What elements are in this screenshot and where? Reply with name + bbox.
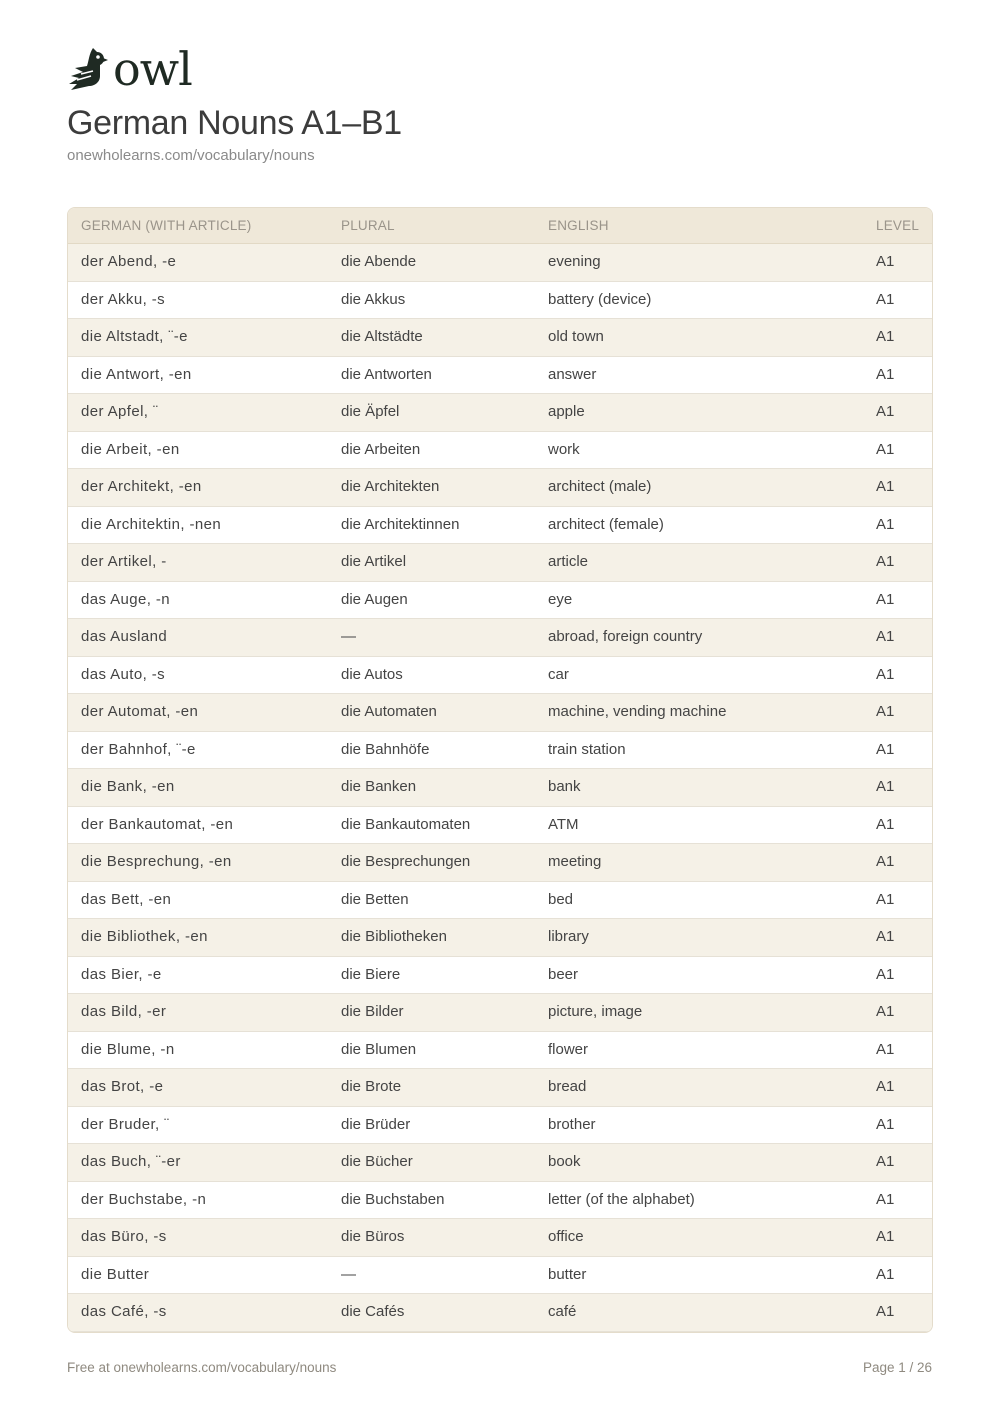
cell-plural: die Banken: [341, 778, 417, 795]
table-row: [68, 1107, 932, 1145]
cell-german: das Café, -s: [81, 1303, 167, 1320]
table-row: [68, 244, 932, 282]
header-level: LEVEL: [876, 218, 920, 233]
cell-german: der Bruder, ¨: [81, 1115, 170, 1133]
cell-level: A1: [876, 515, 895, 533]
table-row: [68, 1219, 932, 1257]
cell-english: train station: [548, 740, 626, 758]
cell-german: das Buch, ¨-er: [81, 1153, 181, 1170]
cell-plural: die Augen: [341, 590, 408, 608]
header-german: GERMAN (WITH ARTICLE): [81, 218, 252, 233]
cell-plural: die Brüder: [341, 1115, 411, 1133]
page-title: German Nouns A1–B1: [67, 104, 402, 142]
cell-english: car: [548, 665, 569, 683]
cell-german: das Ausland: [81, 628, 168, 645]
cell-english: architect (female): [548, 515, 664, 533]
cell-plural: die Cafés: [341, 1303, 405, 1320]
table-row: [68, 657, 932, 695]
cell-plural: die Architekten: [341, 478, 440, 495]
cell-plural: die Biere: [341, 965, 401, 983]
cell-german: das Büro, -s: [81, 1228, 167, 1245]
cell-english: battery (device): [548, 290, 652, 308]
cell-level: A1: [876, 1003, 895, 1020]
cell-level: A1: [876, 965, 895, 983]
cell-level: A1: [876, 1228, 895, 1245]
cell-english: article: [548, 553, 589, 570]
cell-english: ATM: [548, 815, 579, 833]
cell-english: library: [548, 928, 589, 945]
cell-german: das Brot, -e: [81, 1078, 164, 1095]
cell-german: der Artikel, -: [81, 553, 167, 570]
cell-german: das Bild, -er: [81, 1003, 167, 1020]
logo-wordmark: owl: [113, 42, 192, 96]
cell-plural: die Altstädte: [341, 328, 423, 345]
cell-german: das Bier, -e: [81, 965, 162, 983]
cell-german: der Abend, -e: [81, 253, 177, 270]
cell-level: A1: [876, 1265, 895, 1283]
cell-level: A1: [876, 590, 895, 608]
cell-plural: die Arbeiten: [341, 440, 421, 458]
cell-german: der Bahnhof, ¨-e: [81, 740, 196, 758]
cell-english: meeting: [548, 853, 602, 870]
table-row: [68, 694, 932, 732]
cell-level: A1: [876, 1303, 895, 1320]
table-row: [68, 394, 932, 432]
table-row: [68, 769, 932, 807]
cell-english: old town: [548, 328, 604, 345]
header-english: ENGLISH: [548, 218, 609, 233]
cell-plural: die Betten: [341, 890, 409, 908]
cell-german: das Auge, -n: [81, 590, 171, 608]
table-row: [68, 919, 932, 957]
cell-plural: die Bücher: [341, 1153, 413, 1170]
cell-plural: die Architektinnen: [341, 515, 460, 533]
table-row: [68, 994, 932, 1032]
table-row: [68, 1032, 932, 1070]
page-subtitle-url[interactable]: onewholearns.com/vocabulary/nouns: [67, 147, 315, 164]
cell-level: A1: [876, 778, 895, 795]
cell-german: die Arbeit, -en: [81, 440, 180, 458]
cell-german: die Architektin, -nen: [81, 515, 222, 533]
cell-plural: die Buchstaben: [341, 1190, 445, 1208]
cell-level: A1: [876, 665, 895, 683]
cell-level: A1: [876, 1190, 895, 1208]
cell-plural: die Antworten: [341, 365, 432, 383]
cell-plural: die Bankautomaten: [341, 815, 471, 833]
cell-plural: die Abende: [341, 253, 417, 270]
cell-level: A1: [876, 478, 895, 495]
cell-german: der Architekt, -en: [81, 478, 202, 495]
table-body: [68, 244, 932, 1332]
cell-plural: die Automaten: [341, 703, 437, 720]
cell-level: A1: [876, 628, 895, 645]
table-row: [68, 357, 932, 395]
cell-german: die Bibliothek, -en: [81, 928, 208, 945]
cell-english: office: [548, 1228, 584, 1245]
cell-english: flower: [548, 1040, 589, 1058]
table-row: [68, 544, 932, 582]
cell-level: A1: [876, 440, 895, 458]
cell-german: das Bett, -en: [81, 890, 172, 908]
cell-english: picture, image: [548, 1003, 643, 1020]
cell-plural: die Äpfel: [341, 403, 400, 420]
cell-german: die Besprechung, -en: [81, 853, 232, 870]
cell-german: die Butter: [81, 1265, 150, 1283]
cell-english: brother: [548, 1115, 596, 1133]
cell-plural: die Bibliotheken: [341, 928, 447, 945]
table-row: [68, 1257, 932, 1295]
table-row: [68, 1144, 932, 1182]
cell-level: A1: [876, 403, 895, 420]
cell-english: butter: [548, 1265, 587, 1283]
cell-english: café: [548, 1303, 577, 1320]
cell-english: beer: [548, 965, 579, 983]
cell-level: A1: [876, 703, 895, 720]
cell-english: book: [548, 1153, 581, 1170]
cell-english: work: [548, 440, 580, 458]
cell-level: A1: [876, 1040, 895, 1058]
cell-level: A1: [876, 290, 895, 308]
cell-level: A1: [876, 815, 895, 833]
cell-english: letter (of the alphabet): [548, 1190, 695, 1208]
cell-english: machine, vending machine: [548, 703, 727, 720]
cell-level: A1: [876, 253, 895, 270]
cell-level: A1: [876, 740, 895, 758]
cell-plural: —: [341, 628, 356, 645]
table-row: [68, 1182, 932, 1220]
table-row: [68, 957, 932, 995]
cell-german: das Auto, -s: [81, 665, 166, 683]
cell-plural: die Besprechungen: [341, 853, 471, 870]
cell-german: der Apfel, ¨: [81, 403, 159, 420]
table-row: [68, 882, 932, 920]
footer-link[interactable]: Free at onewholearns.com/vocabulary/nouns: [67, 1360, 337, 1375]
cell-plural: die Autos: [341, 665, 403, 683]
cell-german: die Blume, -n: [81, 1040, 175, 1058]
table-row: [68, 432, 932, 470]
table-row: [68, 807, 932, 845]
cell-german: die Bank, -en: [81, 778, 175, 795]
cell-plural: die Bahnhöfe: [341, 740, 430, 758]
cell-english: apple: [548, 403, 585, 420]
cell-level: A1: [876, 1078, 895, 1095]
cell-german: der Bankautomat, -en: [81, 815, 234, 833]
cell-english: bread: [548, 1078, 587, 1095]
header-plural: PLURAL: [341, 218, 395, 233]
table-row: [68, 619, 932, 657]
cell-german: der Automat, -en: [81, 703, 199, 720]
cell-german: die Antwort, -en: [81, 365, 192, 383]
cell-level: A1: [876, 328, 895, 345]
page-number: Page 1 / 26: [862, 1360, 932, 1375]
table-row: [68, 844, 932, 882]
cell-plural: die Artikel: [341, 553, 407, 570]
cell-plural: die Akkus: [341, 290, 406, 308]
cell-plural: die Blumen: [341, 1040, 417, 1058]
owl-icon: [67, 46, 109, 92]
cell-plural: —: [341, 1265, 356, 1283]
cell-plural: die Brote: [341, 1078, 402, 1095]
cell-english: evening: [548, 253, 601, 270]
cell-level: A1: [876, 553, 895, 570]
table-row: [68, 1294, 932, 1332]
cell-german: der Akku, -s: [81, 290, 165, 308]
cell-plural: die Bilder: [341, 1003, 404, 1020]
cell-level: A1: [876, 890, 895, 908]
cell-level: A1: [876, 1115, 895, 1133]
brand-logo: [67, 42, 192, 96]
cell-level: A1: [876, 853, 895, 870]
cell-english: eye: [548, 590, 573, 608]
vocabulary-table: [67, 207, 933, 1333]
cell-english: architect (male): [548, 478, 652, 495]
table-row: [68, 469, 932, 507]
cell-level: A1: [876, 365, 895, 383]
table-row: [68, 507, 932, 545]
table-header: [68, 208, 932, 244]
table-row: [68, 1069, 932, 1107]
cell-english: bank: [548, 778, 581, 795]
table-row: [68, 282, 932, 320]
cell-english: bed: [548, 890, 574, 908]
table-row: [68, 582, 932, 620]
cell-level: A1: [876, 1153, 895, 1170]
cell-english: answer: [548, 365, 597, 383]
cell-plural: die Büros: [341, 1228, 405, 1245]
cell-english: abroad, foreign country: [548, 628, 703, 645]
table-row: [68, 319, 932, 357]
cell-german: der Buchstabe, -n: [81, 1190, 207, 1208]
table-row: [68, 732, 932, 770]
cell-level: A1: [876, 928, 895, 945]
cell-german: die Altstadt, ¨-e: [81, 328, 188, 345]
